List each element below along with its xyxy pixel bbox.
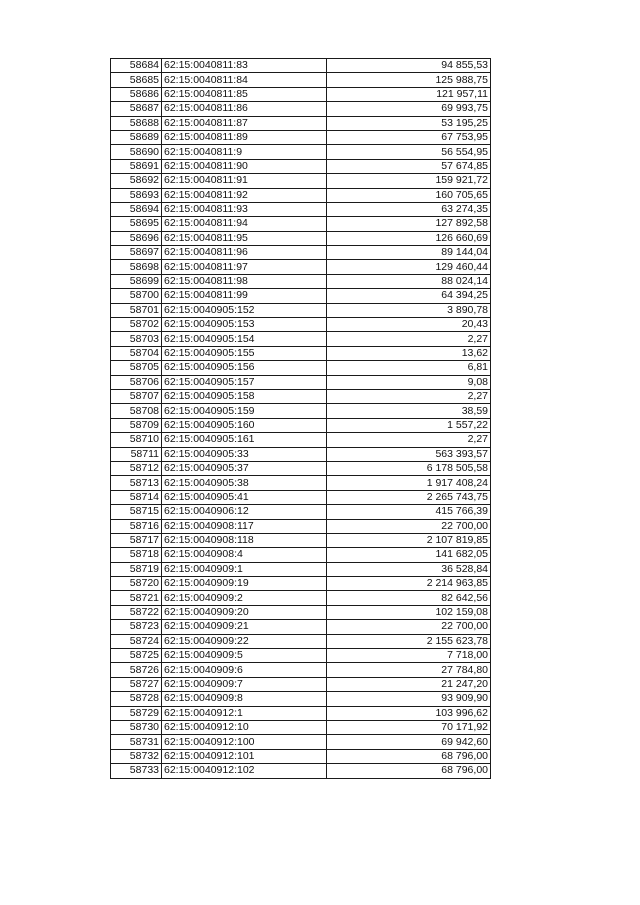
- table-row: [111, 677, 491, 691]
- cadastral-number-cell: 62:15:0040912:102: [162, 764, 327, 778]
- value-cell: 2 265 743,75: [327, 490, 491, 504]
- cadastral-number-cell: 62:15:0040811:96: [162, 246, 327, 260]
- value-cell: 563 393,57: [327, 447, 491, 461]
- cadastral-number-cell: 62:15:0040912:10: [162, 720, 327, 734]
- cadastral-number-cell: 62:15:0040912:1: [162, 706, 327, 720]
- row-number-cell: 58719: [111, 562, 162, 576]
- row-number-cell: 58705: [111, 361, 162, 375]
- table-row: [111, 519, 491, 533]
- table-row: [111, 404, 491, 418]
- cadastral-number-cell: 62:15:0040811:97: [162, 260, 327, 274]
- cadastral-number-cell: 62:15:0040811:98: [162, 274, 327, 288]
- table-row: [111, 73, 491, 87]
- value-cell: 88 024,14: [327, 274, 491, 288]
- cadastral-number-cell: 62:15:0040811:85: [162, 87, 327, 101]
- table-row: [111, 274, 491, 288]
- value-cell: 415 766,39: [327, 505, 491, 519]
- value-cell: 68 796,00: [327, 749, 491, 763]
- table-row: [111, 361, 491, 375]
- row-number-cell: 58698: [111, 260, 162, 274]
- table-row: [111, 749, 491, 763]
- cadastral-number-cell: 62:15:0040909:8: [162, 692, 327, 706]
- value-cell: 121 957,11: [327, 87, 491, 101]
- table-row: [111, 634, 491, 648]
- cadastral-number-cell: 62:15:0040909:7: [162, 677, 327, 691]
- table-row: [111, 461, 491, 475]
- table-row: [111, 375, 491, 389]
- cadastral-number-cell: 62:15:0040905:37: [162, 461, 327, 475]
- table-row: [111, 720, 491, 734]
- value-cell: 93 909,90: [327, 692, 491, 706]
- table-row: [111, 577, 491, 591]
- row-number-cell: 58720: [111, 577, 162, 591]
- cadastral-number-cell: 62:15:0040906:12: [162, 505, 327, 519]
- cadastral-number-cell: 62:15:0040905:152: [162, 303, 327, 317]
- value-cell: 57 674,85: [327, 159, 491, 173]
- value-cell: 3 890,78: [327, 303, 491, 317]
- table-row: [111, 620, 491, 634]
- row-number-cell: 58695: [111, 217, 162, 231]
- cadastral-number-cell: 62:15:0040811:84: [162, 73, 327, 87]
- cadastral-number-cell: 62:15:0040912:100: [162, 735, 327, 749]
- table-row: [111, 548, 491, 562]
- cadastral-number-cell: 62:15:0040909:20: [162, 605, 327, 619]
- table-row: [111, 605, 491, 619]
- table-row: [111, 692, 491, 706]
- table-body: [111, 59, 491, 779]
- cadastral-number-cell: 62:15:0040905:153: [162, 318, 327, 332]
- value-cell: 2,27: [327, 332, 491, 346]
- row-number-cell: 58718: [111, 548, 162, 562]
- row-number-cell: 58728: [111, 692, 162, 706]
- cadastral-number-cell: 62:15:0040811:9: [162, 145, 327, 159]
- row-number-cell: 58684: [111, 59, 162, 73]
- value-cell: 69 993,75: [327, 102, 491, 116]
- row-number-cell: 58708: [111, 404, 162, 418]
- row-number-cell: 58723: [111, 620, 162, 634]
- row-number-cell: 58688: [111, 116, 162, 130]
- row-number-cell: 58692: [111, 174, 162, 188]
- value-cell: 6 178 505,58: [327, 461, 491, 475]
- table-row: [111, 188, 491, 202]
- value-cell: 103 996,62: [327, 706, 491, 720]
- table-row: [111, 59, 491, 73]
- cadastral-number-cell: 62:15:0040912:101: [162, 749, 327, 763]
- cadastral-number-cell: 62:15:0040811:92: [162, 188, 327, 202]
- value-cell: 126 660,69: [327, 231, 491, 245]
- row-number-cell: 58729: [111, 706, 162, 720]
- row-number-cell: 58713: [111, 476, 162, 490]
- value-cell: 7 718,00: [327, 649, 491, 663]
- table-row: [111, 246, 491, 260]
- cadastral-number-cell: 62:15:0040811:95: [162, 231, 327, 245]
- cadastral-number-cell: 62:15:0040908:117: [162, 519, 327, 533]
- cadastral-number-cell: 62:15:0040909:22: [162, 634, 327, 648]
- row-number-cell: 58732: [111, 749, 162, 763]
- table-row: [111, 418, 491, 432]
- table-row: [111, 433, 491, 447]
- value-cell: 67 753,95: [327, 130, 491, 144]
- table-row: [111, 447, 491, 461]
- row-number-cell: 58701: [111, 303, 162, 317]
- table-row: [111, 476, 491, 490]
- value-cell: 141 682,05: [327, 548, 491, 562]
- cadastral-number-cell: 62:15:0040811:87: [162, 116, 327, 130]
- value-cell: 22 700,00: [327, 620, 491, 634]
- value-cell: 82 642,56: [327, 591, 491, 605]
- row-number-cell: 58731: [111, 735, 162, 749]
- row-number-cell: 58710: [111, 433, 162, 447]
- table-row: [111, 231, 491, 245]
- value-cell: 159 921,72: [327, 174, 491, 188]
- row-number-cell: 58726: [111, 663, 162, 677]
- row-number-cell: 58697: [111, 246, 162, 260]
- row-number-cell: 58724: [111, 634, 162, 648]
- value-cell: 160 705,65: [327, 188, 491, 202]
- table-row: [111, 389, 491, 403]
- row-number-cell: 58712: [111, 461, 162, 475]
- row-number-cell: 58693: [111, 188, 162, 202]
- table-row: [111, 87, 491, 101]
- row-number-cell: 58691: [111, 159, 162, 173]
- cadastral-number-cell: 62:15:0040905:161: [162, 433, 327, 447]
- value-cell: 2,27: [327, 433, 491, 447]
- value-cell: 38,59: [327, 404, 491, 418]
- value-cell: 127 892,58: [327, 217, 491, 231]
- row-number-cell: 58703: [111, 332, 162, 346]
- cadastral-number-cell: 62:15:0040905:160: [162, 418, 327, 432]
- cadastral-number-cell: 62:15:0040811:93: [162, 202, 327, 216]
- cadastral-number-cell: 62:15:0040905:158: [162, 389, 327, 403]
- row-number-cell: 58690: [111, 145, 162, 159]
- row-number-cell: 58706: [111, 375, 162, 389]
- value-cell: 69 942,60: [327, 735, 491, 749]
- data-table: [110, 58, 491, 779]
- row-number-cell: 58715: [111, 505, 162, 519]
- cadastral-number-cell: 62:15:0040905:38: [162, 476, 327, 490]
- cadastral-number-cell: 62:15:0040811:94: [162, 217, 327, 231]
- table-row: [111, 735, 491, 749]
- table-row: [111, 289, 491, 303]
- row-number-cell: 58717: [111, 533, 162, 547]
- row-number-cell: 58730: [111, 720, 162, 734]
- row-number-cell: 58696: [111, 231, 162, 245]
- value-cell: 102 159,08: [327, 605, 491, 619]
- table-row: [111, 562, 491, 576]
- table-row: [111, 591, 491, 605]
- value-cell: 64 394,25: [327, 289, 491, 303]
- table-row: [111, 130, 491, 144]
- row-number-cell: 58722: [111, 605, 162, 619]
- row-number-cell: 58689: [111, 130, 162, 144]
- row-number-cell: 58686: [111, 87, 162, 101]
- table-row: [111, 332, 491, 346]
- cadastral-number-cell: 62:15:0040905:154: [162, 332, 327, 346]
- cadastral-number-cell: 62:15:0040811:83: [162, 59, 327, 73]
- row-number-cell: 58711: [111, 447, 162, 461]
- cadastral-number-cell: 62:15:0040811:90: [162, 159, 327, 173]
- value-cell: 20,43: [327, 318, 491, 332]
- row-number-cell: 58714: [111, 490, 162, 504]
- row-number-cell: 58687: [111, 102, 162, 116]
- value-cell: 9,08: [327, 375, 491, 389]
- row-number-cell: 58725: [111, 649, 162, 663]
- value-cell: 63 274,35: [327, 202, 491, 216]
- table-row: [111, 706, 491, 720]
- cadastral-number-cell: 62:15:0040909:21: [162, 620, 327, 634]
- cadastral-number-cell: 62:15:0040909:6: [162, 663, 327, 677]
- cadastral-number-cell: 62:15:0040909:19: [162, 577, 327, 591]
- table-row: [111, 303, 491, 317]
- table-row: [111, 260, 491, 274]
- row-number-cell: 58700: [111, 289, 162, 303]
- row-number-cell: 58709: [111, 418, 162, 432]
- table-row: [111, 116, 491, 130]
- table-row: [111, 533, 491, 547]
- cadastral-number-cell: 62:15:0040908:4: [162, 548, 327, 562]
- table-row: [111, 663, 491, 677]
- cadastral-number-cell: 62:15:0040909:2: [162, 591, 327, 605]
- cadastral-number-cell: 62:15:0040908:118: [162, 533, 327, 547]
- row-number-cell: 58727: [111, 677, 162, 691]
- cadastral-number-cell: 62:15:0040909:1: [162, 562, 327, 576]
- row-number-cell: 58704: [111, 346, 162, 360]
- row-number-cell: 58699: [111, 274, 162, 288]
- value-cell: 21 247,20: [327, 677, 491, 691]
- cadastral-number-cell: 62:15:0040811:89: [162, 130, 327, 144]
- cadastral-number-cell: 62:15:0040811:91: [162, 174, 327, 188]
- value-cell: 70 171,92: [327, 720, 491, 734]
- value-cell: 53 195,25: [327, 116, 491, 130]
- value-cell: 6,81: [327, 361, 491, 375]
- value-cell: 94 855,53: [327, 59, 491, 73]
- value-cell: 68 796,00: [327, 764, 491, 778]
- row-number-cell: 58685: [111, 73, 162, 87]
- value-cell: 2,27: [327, 389, 491, 403]
- value-cell: 129 460,44: [327, 260, 491, 274]
- value-cell: 2 214 963,85: [327, 577, 491, 591]
- table-row: [111, 346, 491, 360]
- table-row: [111, 505, 491, 519]
- table-row: [111, 490, 491, 504]
- value-cell: 125 988,75: [327, 73, 491, 87]
- cadastral-number-cell: 62:15:0040811:99: [162, 289, 327, 303]
- cadastral-number-cell: 62:15:0040811:86: [162, 102, 327, 116]
- value-cell: 27 784,80: [327, 663, 491, 677]
- table-row: [111, 764, 491, 778]
- table-row: [111, 202, 491, 216]
- cadastral-number-cell: 62:15:0040909:5: [162, 649, 327, 663]
- table-row: [111, 102, 491, 116]
- row-number-cell: 58702: [111, 318, 162, 332]
- cadastral-number-cell: 62:15:0040905:155: [162, 346, 327, 360]
- value-cell: 89 144,04: [327, 246, 491, 260]
- cadastral-number-cell: 62:15:0040905:156: [162, 361, 327, 375]
- value-cell: 2 155 623,78: [327, 634, 491, 648]
- cadastral-number-cell: 62:15:0040905:41: [162, 490, 327, 504]
- row-number-cell: 58733: [111, 764, 162, 778]
- cadastral-number-cell: 62:15:0040905:157: [162, 375, 327, 389]
- row-number-cell: 58707: [111, 389, 162, 403]
- value-cell: 13,62: [327, 346, 491, 360]
- table-row: [111, 318, 491, 332]
- value-cell: 36 528,84: [327, 562, 491, 576]
- cadastral-number-cell: 62:15:0040905:33: [162, 447, 327, 461]
- table-row: [111, 159, 491, 173]
- value-cell: 1 917 408,24: [327, 476, 491, 490]
- value-cell: 22 700,00: [327, 519, 491, 533]
- row-number-cell: 58694: [111, 202, 162, 216]
- table-row: [111, 145, 491, 159]
- table-row: [111, 649, 491, 663]
- value-cell: 2 107 819,85: [327, 533, 491, 547]
- table-row: [111, 217, 491, 231]
- cadastral-number-cell: 62:15:0040905:159: [162, 404, 327, 418]
- row-number-cell: 58716: [111, 519, 162, 533]
- value-cell: 56 554,95: [327, 145, 491, 159]
- table-row: [111, 174, 491, 188]
- value-cell: 1 557,22: [327, 418, 491, 432]
- row-number-cell: 58721: [111, 591, 162, 605]
